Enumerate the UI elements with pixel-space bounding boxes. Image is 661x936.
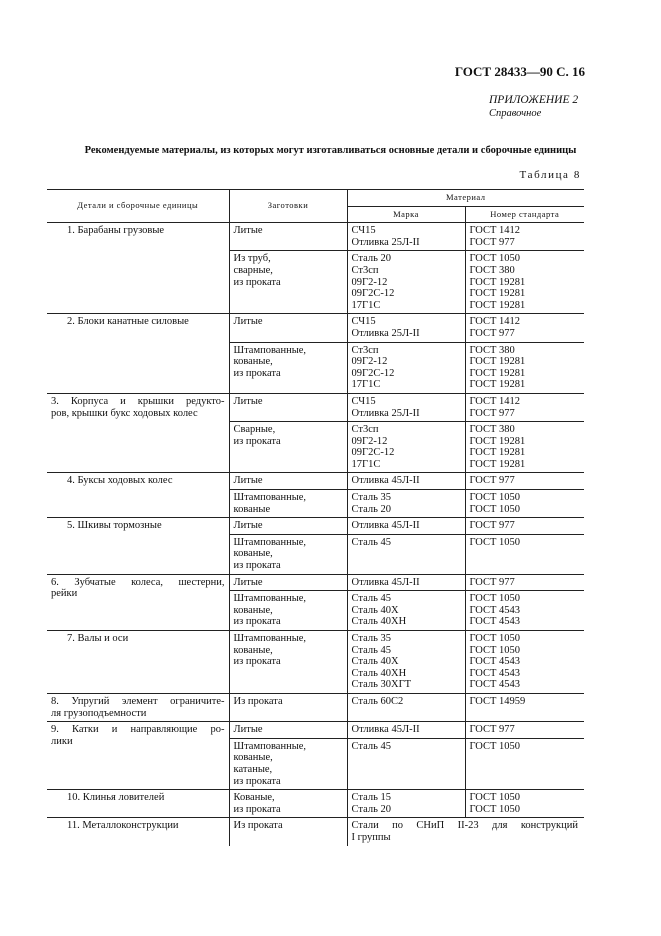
table-row <box>47 631 584 694</box>
blank-type: кованые, <box>233 548 273 560</box>
table-header <box>47 190 584 223</box>
table-row <box>47 693 584 721</box>
standard-value: ГОСТ 19281 <box>469 367 526 379</box>
table-row <box>47 393 584 421</box>
blank-cell <box>229 223 347 251</box>
table-row <box>47 722 584 739</box>
header-parts: Детали и сборочные единицы <box>47 190 229 223</box>
table-row <box>47 518 584 535</box>
standard-cell <box>465 422 584 473</box>
blank-cell <box>229 693 347 721</box>
table-row <box>47 473 584 490</box>
grade-value: СЧ15 <box>351 225 376 237</box>
grade-value: 17Г1С <box>351 299 381 311</box>
material-note-cell <box>347 818 584 846</box>
part-cell <box>47 722 229 790</box>
blank-type: кованые <box>233 503 271 515</box>
standard-cell <box>465 393 584 421</box>
grade-value: Сталь 60С2 <box>351 695 404 707</box>
blank-cell <box>229 490 347 518</box>
standard-cell <box>465 534 584 574</box>
part-name: 1. Барабаны грузовые <box>67 225 165 237</box>
appendix-title: ПРИЛОЖЕНИЕ 2 <box>489 94 579 106</box>
standard-cell <box>465 574 584 591</box>
grade-cell <box>347 574 465 591</box>
standard-value: ГОСТ 1050 <box>469 492 521 504</box>
part-name: лики <box>51 735 73 747</box>
standard-value: ГОСТ 1050 <box>469 536 521 548</box>
grade-cell <box>347 722 465 739</box>
blank-type: Из проката <box>233 820 283 832</box>
part-name: 8. Упругий элемент ограничите- <box>51 695 225 707</box>
blank-type: сварные, <box>233 264 273 276</box>
part-name: 9. Катки и направляющие ро- <box>51 724 225 736</box>
grade-value: Сталь 40Х <box>351 656 399 668</box>
grade-value: Отливка 45Л-II <box>351 724 420 736</box>
grade-cell <box>347 251 465 314</box>
blank-type: Литые <box>233 225 263 237</box>
standard-value: ГОСТ 4543 <box>469 616 521 628</box>
standard-value: ГОСТ 1050 <box>469 633 521 644</box>
standard-value: ГОСТ 19281 <box>469 288 526 300</box>
standard-value: ГОСТ 1050 <box>469 253 521 265</box>
blank-cell <box>229 574 347 591</box>
standard-value: ГОСТ 977 <box>469 236 515 248</box>
blank-type: Литые <box>233 475 263 487</box>
grade-value: 09Г2С-12 <box>351 288 395 300</box>
grade-cell <box>347 790 465 818</box>
blank-type: Сварные, <box>233 424 276 436</box>
standard-value: ГОСТ 19281 <box>469 299 526 311</box>
blank-type: кованые, <box>233 644 273 656</box>
grade-value: Сталь 15 <box>351 792 391 804</box>
blank-cell <box>229 631 347 694</box>
part-cell <box>47 574 229 630</box>
blank-type: кованые, <box>233 752 273 764</box>
blank-type: из проката <box>233 560 281 572</box>
standard-value: ГОСТ 19281 <box>469 276 526 288</box>
grade-value: Отливка 25Л-II <box>351 236 420 248</box>
standard-value: ГОСТ 19281 <box>469 379 526 391</box>
standard-value: ГОСТ 19281 <box>469 458 526 470</box>
part-name: рейки <box>51 588 78 600</box>
grade-value: Сталь 20 <box>351 803 391 815</box>
grade-value: Сталь 30ХГТ <box>351 679 412 691</box>
blank-type: из проката <box>233 367 281 379</box>
table-row <box>47 223 584 251</box>
blank-type: Штампованные, <box>233 740 307 752</box>
blank-type: из проката <box>233 276 281 288</box>
standard-cell <box>465 490 584 518</box>
blank-cell <box>229 393 347 421</box>
part-name: 11. Металлоконструкции <box>67 820 179 832</box>
grade-value: 17Г1С <box>351 458 381 470</box>
grade-value: Сталь 45 <box>351 593 391 605</box>
page-header: ГОСТ 28433—90 С. 16 <box>454 64 585 79</box>
grade-value: 09Г2-12 <box>351 276 388 288</box>
standard-value: ГОСТ 1412 <box>469 225 521 237</box>
grade-value: Сталь 35 <box>351 633 391 644</box>
blank-type: кованые, <box>233 356 273 368</box>
blank-type: Литые <box>233 395 263 407</box>
blank-cell <box>229 473 347 490</box>
blank-type: Литые <box>233 316 263 328</box>
part-cell <box>47 314 229 394</box>
grade-value: Сталь 35 <box>351 492 391 504</box>
part-name: 10. Клинья ловителей <box>67 792 165 804</box>
part-name: 7. Валы и оси <box>67 633 129 644</box>
grade-value: Сталь 40ХН <box>351 667 407 679</box>
standard-value: ГОСТ 1412 <box>469 316 521 328</box>
blank-type: Штампованные, <box>233 593 307 605</box>
blank-type: Штампованные, <box>233 633 307 644</box>
blank-cell <box>229 314 347 342</box>
material-note: I группы <box>351 831 391 843</box>
table-row <box>47 314 584 342</box>
grade-value: Отливка 25Л-II <box>351 407 420 419</box>
part-name: 5. Шкивы тормозные <box>67 520 162 532</box>
part-cell <box>47 223 229 314</box>
standard-value: ГОСТ 380 <box>469 344 515 356</box>
grade-value: СЧ15 <box>351 395 376 407</box>
standard-cell <box>465 473 584 490</box>
standard-cell <box>465 631 584 694</box>
standard-cell <box>465 738 584 789</box>
standard-value: ГОСТ 1050 <box>469 593 521 605</box>
grade-value: Отливка 45Л-II <box>351 520 420 532</box>
part-cell <box>47 473 229 518</box>
blank-cell <box>229 790 347 818</box>
grade-cell <box>347 631 465 694</box>
blank-type: Литые <box>233 724 263 736</box>
grade-value: Ст3сп <box>351 264 379 276</box>
grade-value: Сталь 40ХН <box>351 616 407 628</box>
blank-type: Штампованные, <box>233 536 307 548</box>
grade-value: Отливка 25Л-II <box>351 327 420 339</box>
grade-value: Отливка 45Л-II <box>351 576 420 588</box>
grade-cell <box>347 693 465 721</box>
grade-value: Сталь 45 <box>351 536 391 548</box>
standard-value: ГОСТ 977 <box>469 724 515 736</box>
blank-cell <box>229 722 347 739</box>
appendix-block <box>489 93 578 121</box>
grade-cell <box>347 342 465 393</box>
standard-value: ГОСТ 977 <box>469 520 515 532</box>
part-cell <box>47 518 229 574</box>
grade-value: 09Г2-12 <box>351 356 388 368</box>
blank-type: Из проката <box>233 695 283 707</box>
part-name: ля грузоподъемности <box>51 707 147 719</box>
blank-cell <box>229 518 347 535</box>
blank-type: кованые, <box>233 604 273 616</box>
part-name: 2. Блоки канатные силовые <box>67 316 189 328</box>
grade-cell <box>347 591 465 631</box>
blank-type: Из труб, <box>233 253 271 265</box>
standard-value: ГОСТ 14959 <box>469 695 526 707</box>
grade-value: Сталь 40Х <box>351 604 399 616</box>
standard-cell <box>465 591 584 631</box>
standard-value: ГОСТ 977 <box>469 327 515 339</box>
blank-cell <box>229 251 347 314</box>
part-cell <box>47 631 229 694</box>
blank-type: из проката <box>233 803 281 815</box>
standard-value: ГОСТ 4543 <box>469 604 521 616</box>
standard-value: ГОСТ 4543 <box>469 656 521 668</box>
standard-value: ГОСТ 4543 <box>469 667 521 679</box>
standard-cell <box>465 722 584 739</box>
table-row <box>47 818 584 846</box>
grade-value: Сталь 45 <box>351 740 391 752</box>
standard-value: ГОСТ 977 <box>469 576 515 588</box>
grade-cell <box>347 393 465 421</box>
part-name: 6. Зубчатые колеса, шестерни, <box>51 576 225 588</box>
blank-type: Литые <box>233 576 263 588</box>
standard-value: ГОСТ 1050 <box>469 644 521 656</box>
standard-value: ГОСТ 19281 <box>469 356 526 368</box>
blank-cell <box>229 591 347 631</box>
part-cell <box>47 693 229 721</box>
grade-cell <box>347 490 465 518</box>
grade-cell <box>347 422 465 473</box>
header-grade: Марка <box>347 206 465 223</box>
grade-value: Сталь 20 <box>351 503 391 515</box>
blank-cell <box>229 342 347 393</box>
standard-value: ГОСТ 380 <box>469 424 515 436</box>
grade-cell <box>347 738 465 789</box>
part-name: 3. Корпуса и крышки редукто- <box>51 395 225 407</box>
blank-type: Штампованные, <box>233 344 307 356</box>
standard-cell <box>465 693 584 721</box>
grade-cell <box>347 518 465 535</box>
grade-value: СЧ15 <box>351 316 376 328</box>
standard-cell <box>465 314 584 342</box>
standard-cell <box>465 790 584 818</box>
blank-type: из проката <box>233 435 281 447</box>
standard-value: ГОСТ 1050 <box>469 740 521 752</box>
grade-value: Сталь 45 <box>351 644 391 656</box>
grade-value: Ст3сп <box>351 424 379 436</box>
table-row <box>47 790 584 818</box>
appendix-subtitle: Справочное <box>489 108 542 119</box>
header-blanks: Заготовки <box>229 190 347 223</box>
grade-cell <box>347 314 465 342</box>
blank-type: Кованые, <box>233 792 275 804</box>
grade-value: 09Г2-12 <box>351 435 388 447</box>
grade-cell <box>347 223 465 251</box>
part-cell <box>47 790 229 818</box>
blank-type: из проката <box>233 656 281 668</box>
grade-value: 09Г2С-12 <box>351 367 395 379</box>
grade-cell <box>347 473 465 490</box>
part-cell <box>47 393 229 473</box>
blank-type: из проката <box>233 775 281 787</box>
standard-value: ГОСТ 380 <box>469 264 515 276</box>
standard-value: ГОСТ 977 <box>469 407 515 419</box>
standard-value: ГОСТ 19281 <box>469 435 526 447</box>
blank-cell <box>229 534 347 574</box>
materials-table <box>47 189 584 846</box>
part-cell <box>47 818 229 846</box>
grade-value: Ст3сп <box>351 344 379 356</box>
standard-value: ГОСТ 1050 <box>469 792 521 804</box>
material-note: Стали по СНиП II-23 для конструкций <box>351 820 578 832</box>
standard-cell <box>465 342 584 393</box>
header-standard: Номер стандарта <box>465 206 584 223</box>
table-number: Таблица 8 <box>519 169 581 181</box>
grade-value: Сталь 20 <box>351 253 391 265</box>
standard-value: ГОСТ 977 <box>469 475 515 487</box>
standard-value: ГОСТ 1050 <box>469 503 521 515</box>
grade-cell <box>347 534 465 574</box>
blank-cell <box>229 818 347 846</box>
standard-cell <box>465 251 584 314</box>
grade-value: Отливка 45Л-II <box>351 475 420 487</box>
blank-type: катаные, <box>233 763 273 775</box>
standard-cell <box>465 518 584 535</box>
blank-type: из проката <box>233 616 281 628</box>
blank-cell <box>229 738 347 789</box>
header-material: Материал <box>347 190 584 207</box>
standard-value: ГОСТ 1050 <box>469 803 521 815</box>
part-name: ров, крышки букс ходовых колес <box>51 407 198 419</box>
standard-value: ГОСТ 1412 <box>469 395 521 407</box>
blank-cell <box>229 422 347 473</box>
table-row <box>47 574 584 591</box>
blank-type: Литые <box>233 520 263 532</box>
table-body <box>47 223 584 846</box>
standard-cell <box>465 223 584 251</box>
document-title: Рекомендуемые материалы, из которых могут изготавливаться основные детали и сборочные единицы <box>84 145 577 156</box>
blank-type: Штампованные, <box>233 492 307 504</box>
part-name: 4. Буксы ходовых колес <box>67 475 173 487</box>
grade-value: 09Г2С-12 <box>351 447 395 459</box>
grade-value: 17Г1С <box>351 379 381 391</box>
standard-value: ГОСТ 4543 <box>469 679 521 691</box>
standard-value: ГОСТ 19281 <box>469 447 526 459</box>
